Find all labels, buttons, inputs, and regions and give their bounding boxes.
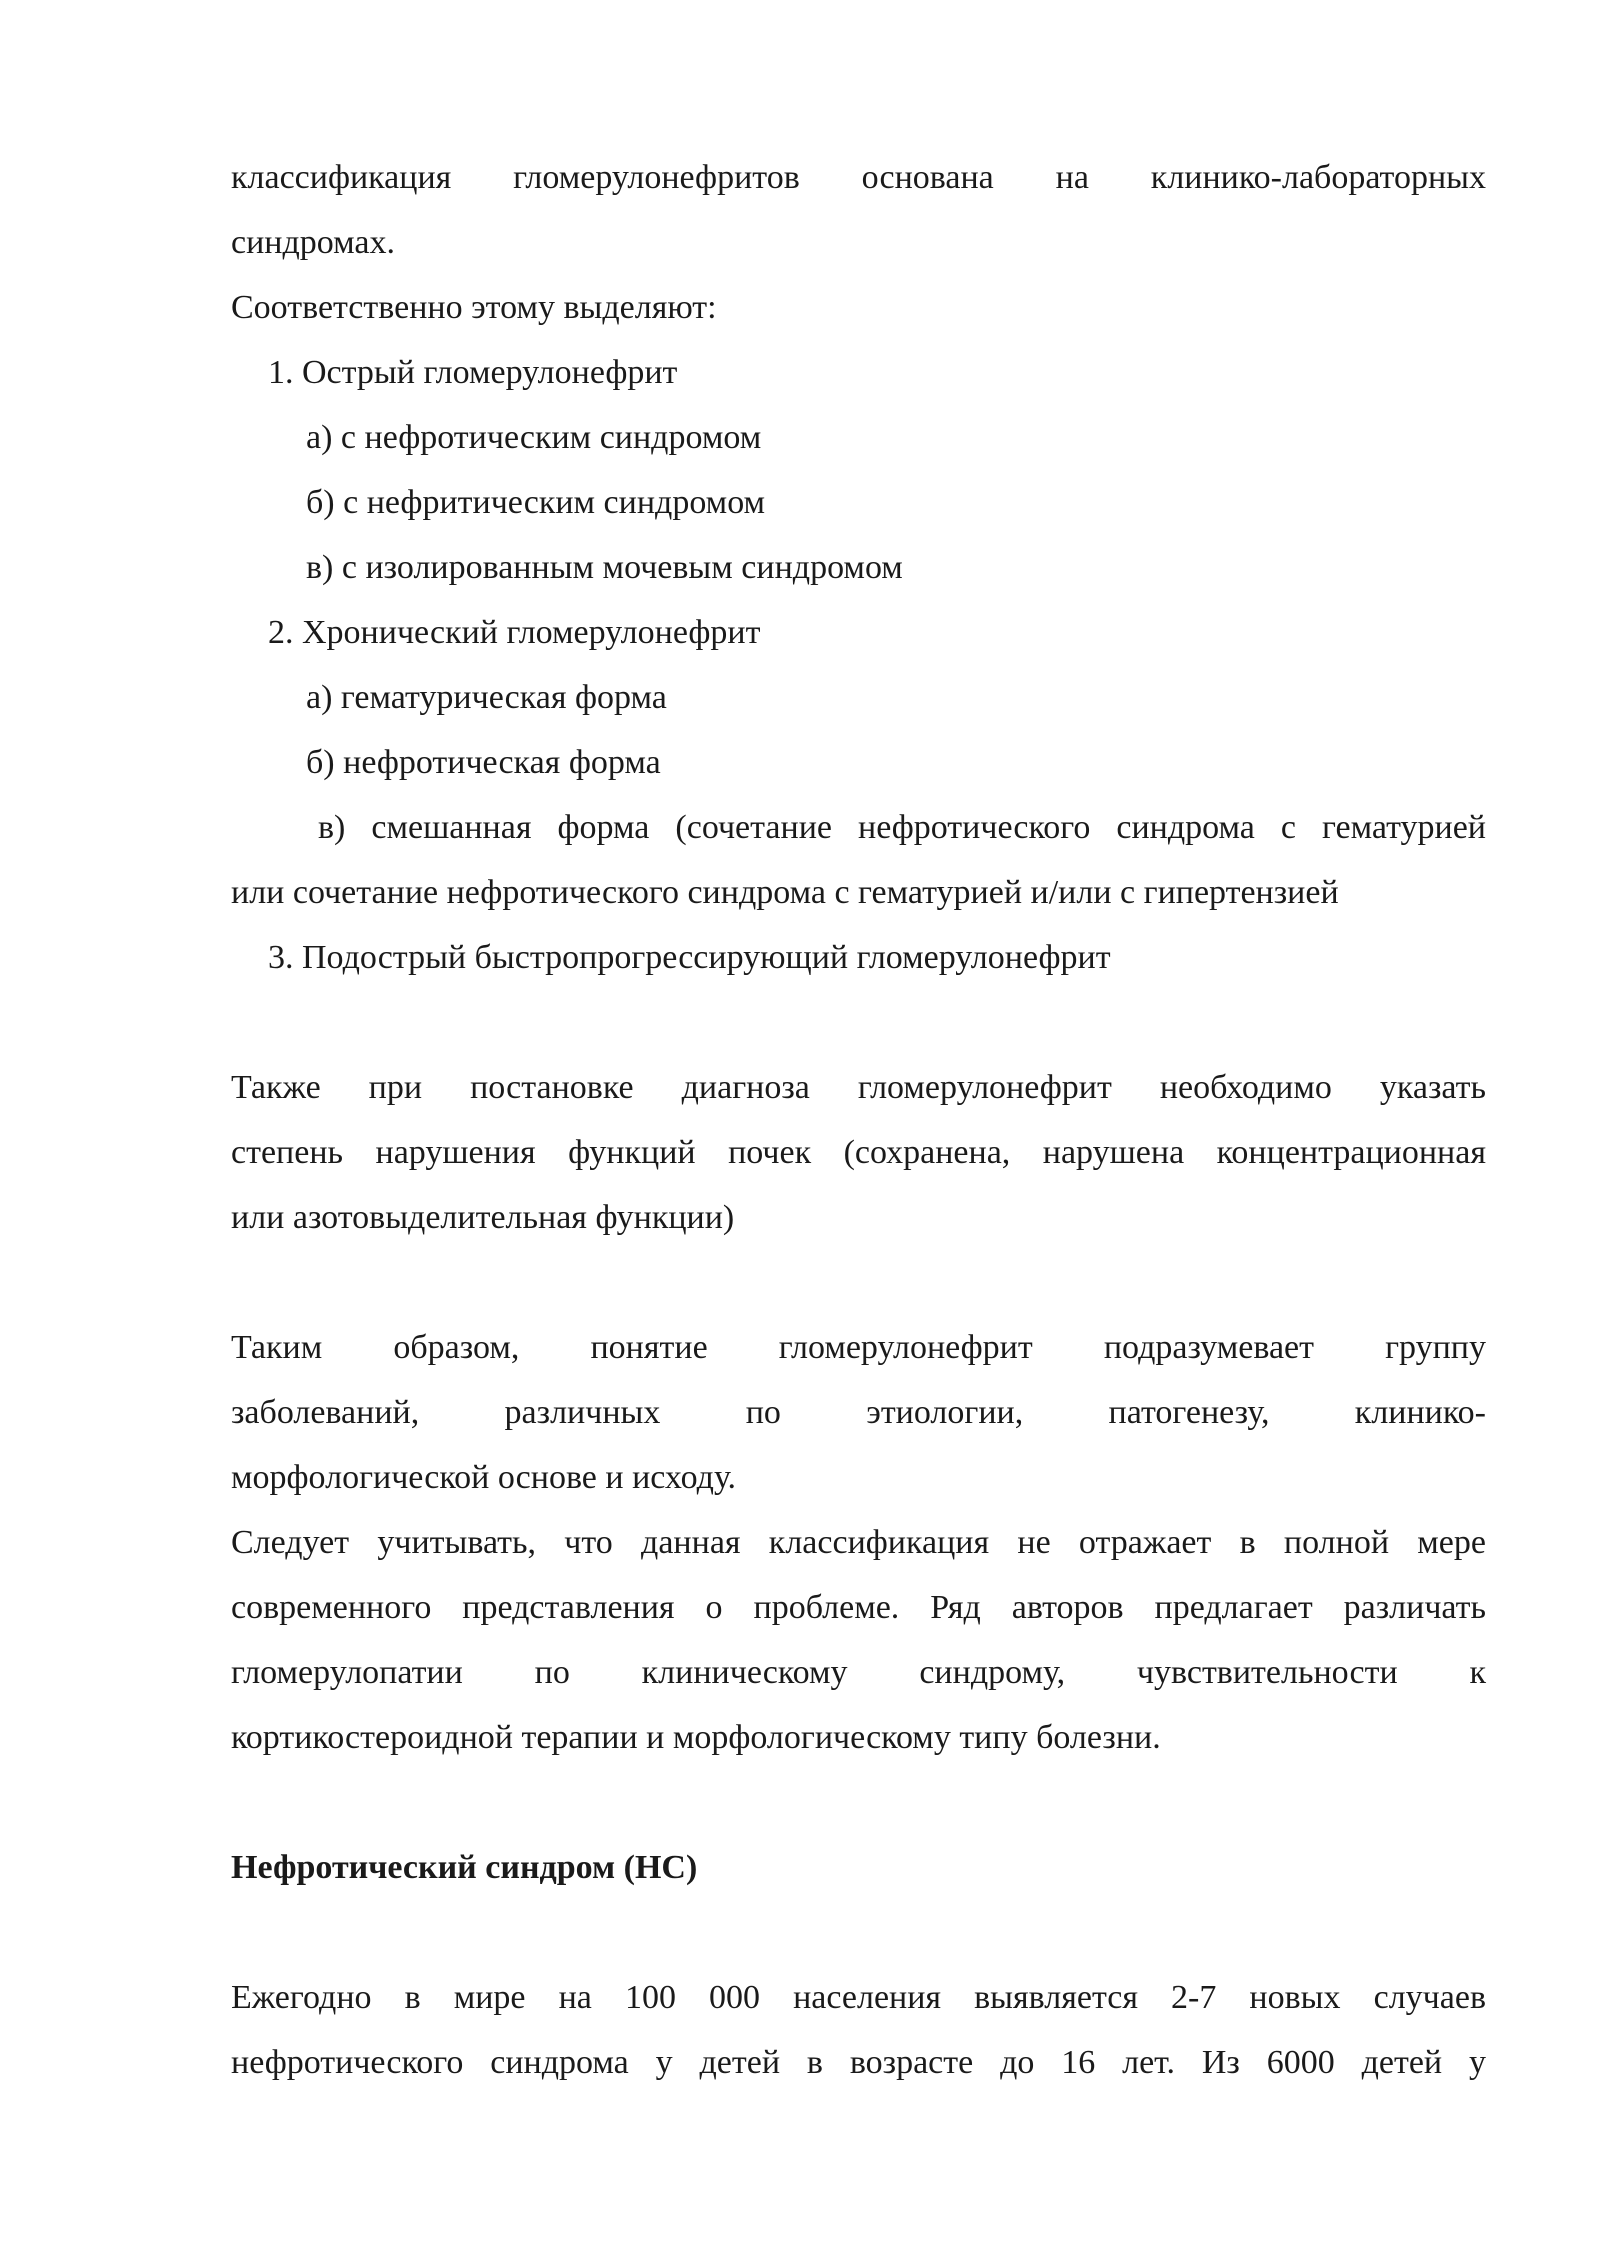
list-subitem: а) гематурическая форма: [306, 679, 667, 716]
list-subitem: в) с изолированным мочевым синдромом: [306, 549, 903, 586]
paragraph-line: или азотовыделительная функции): [231, 1199, 735, 1236]
intro-line: Соответственно этому выделяют:: [231, 289, 717, 326]
list-subitem: а) с нефротическим синдромом: [306, 419, 762, 456]
list-subitem-continuation: или сочетание нефротического синдрома с гематурией и/или с гипертензией: [231, 874, 1339, 911]
list-subitem: б) с нефритическим синдромом: [306, 484, 766, 521]
paragraph-line: Также при постановке диагноза гломерулонефрит необходимо указать: [231, 1069, 1486, 1106]
list-item-2: 2. Хронический гломерулонефрит: [268, 614, 761, 651]
paragraph-line: Ежегодно в мире на 100 000 населения выявляется 2-7 новых случаев: [231, 1979, 1486, 2016]
list-subitem: б) нефротическая форма: [306, 744, 661, 781]
paragraph-line: классификация гломерулонефритов основана на клинико-лабораторных: [231, 159, 1486, 196]
paragraph-line: кортикостероидной терапии и морфологическому типу болезни.: [231, 1719, 1161, 1756]
list-item-1: 1. Острый гломерулонефрит: [268, 354, 678, 391]
paragraph-line: современного представления о проблеме. Ряд авторов предлагает различать: [231, 1589, 1486, 1626]
paragraph-line: синдромах.: [231, 224, 396, 261]
section-heading: Нефротический синдром (НС): [231, 1849, 698, 1886]
paragraph-line: гломерулопатии по клиническому синдрому, чувствительности к: [231, 1654, 1486, 1691]
list-subitem: в) смешанная форма (сочетание нефротического синдрома с гематурией: [318, 809, 1486, 846]
paragraph-line: морфологической основе и исходу.: [231, 1459, 737, 1496]
paragraph-line: Следует учитывать, что данная классификация не отражает в полной мере: [231, 1524, 1486, 1561]
list-item-3: 3. Подострый быстропрогрессирующий гломерулонефрит: [268, 939, 1111, 976]
paragraph-line: Таким образом, понятие гломерулонефрит подразумевает группу: [231, 1329, 1486, 1366]
paragraph-line: нефротического синдрома у детей в возрасте до 16 лет. Из 6000 детей у: [231, 2044, 1486, 2081]
paragraph-line: заболеваний, различных по этиологии, патогенезу, клинико-: [231, 1394, 1486, 1431]
paragraph-line: степень нарушения функций почек (сохранена, нарушена концентрационная: [231, 1134, 1486, 1171]
